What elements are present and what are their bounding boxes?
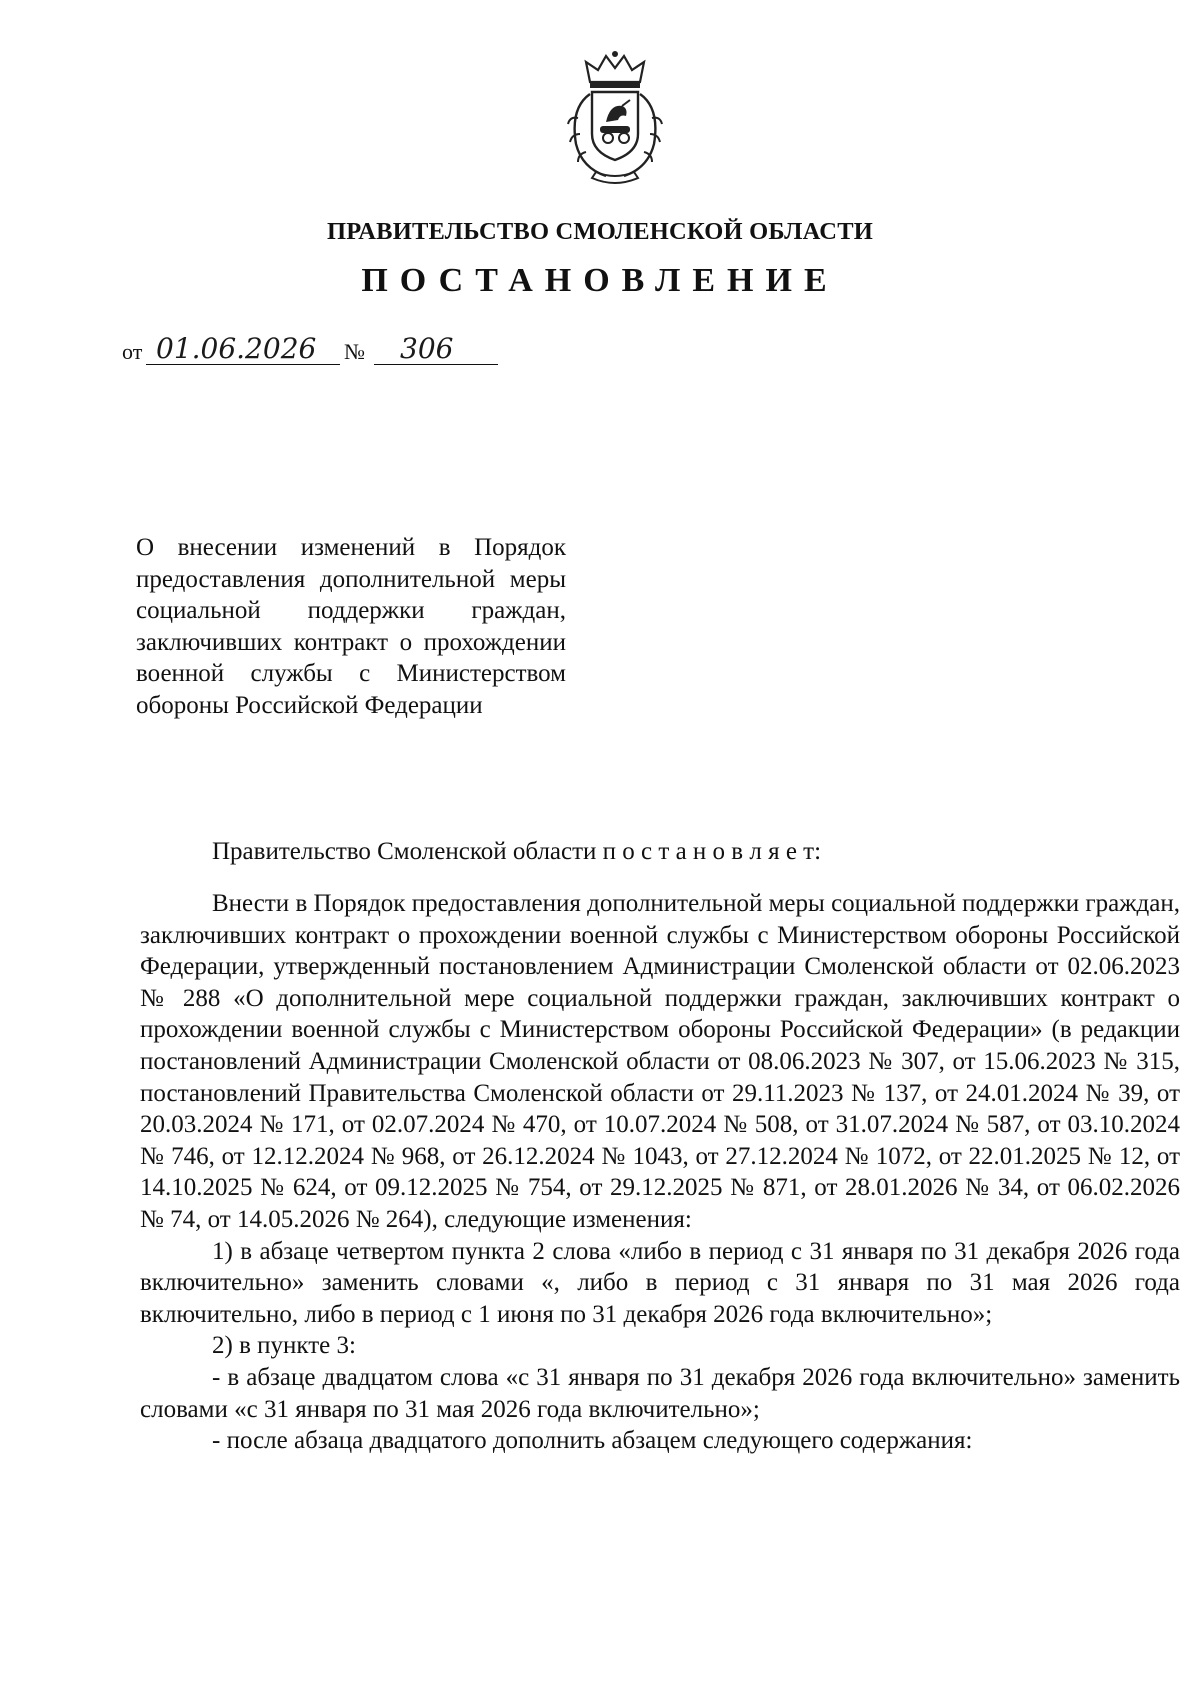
date-from-label: от bbox=[122, 339, 143, 364]
document-type-title: ПОСТАНОВЛЕНИЕ bbox=[361, 262, 839, 299]
item-1: 1) в абзаце четвертом пункта 2 слова «либо в период с 31 января по 31 декабря 2026 года включительно» заменить словами «, либо в период с 31 января по 31 мая 2026 года включительно, либо в период с 1 июня по 31 декабря 2026 года включительно»; bbox=[140, 1237, 1180, 1328]
decree-intro: Правительство Смоленской области п о с т а н о в л я е т: bbox=[212, 838, 822, 865]
handwritten-number: 306 bbox=[400, 332, 454, 365]
main-paragraph: Внести в Порядок предоставления дополнительной меры социальной поддержки граждан, заключивших контракт о прохождении военной службы с Министерством обороны Российской Федерации, утвержденный постановлением Администрации Смоленской области от 02.06.2023 № 288 «О дополнительной мере социальной поддержки граждан, заключивших контракт о прохождении военной службы с Министерством обороны Российской Федерации» (в редакции постановлений Администрации Смоленской области от 08.06.2023 № 307, от 15.06.2023 № 315, постановлений Правительства Смоленской области от 29.11.2023 № 137, от 24.01.2024 № 39, от 20.03.2024 № 171, от 02.07.2024 № 470, от 10.07.2024 № 508, от 31.07.2024 № 587, от 03.10.2024 № 746, от 12.12.2024 № 968, от 26.12.2024 № 1043, от 27.12.2024 № 1072, от 22.01.2025 № 12, от 14.10.2025 № 624, от 09.12.2025 № 754, от 29.12.2025 № 871, от 28.01.2026 № 34, от 06.02.2026 № 74, от 14.05.2026 № 264), следующие изменения: bbox=[140, 890, 1180, 1233]
document-body bbox=[140, 888, 1180, 1457]
document-subject: О внесении изменений в Порядок предоставления дополнительной меры социальной поддержки граждан, заключивших контракт о прохождении военной службы с Министерством обороны Российской Федерации bbox=[136, 534, 566, 719]
item-2-sub-1: - в абзаце двадцатом слова «с 31 января по 31 декабря 2026 года включительно» заменить словами «с 31 января по 31 мая 2026 года включительно»; bbox=[140, 1363, 1180, 1423]
number-label: № bbox=[344, 339, 365, 364]
organization-name: ПРАВИТЕЛЬСТВО СМОЛЕНСКОЙ ОБЛАСТИ bbox=[327, 218, 873, 245]
item-2: 2) в пункте 3: bbox=[212, 1332, 356, 1360]
item-2-sub-2: - после абзаца двадцатого дополнить абзацем следующего содержания: bbox=[212, 1427, 973, 1455]
handwritten-date: 01.06.2026 bbox=[156, 332, 317, 365]
smolensk-coat-of-arms-icon bbox=[556, 48, 674, 188]
